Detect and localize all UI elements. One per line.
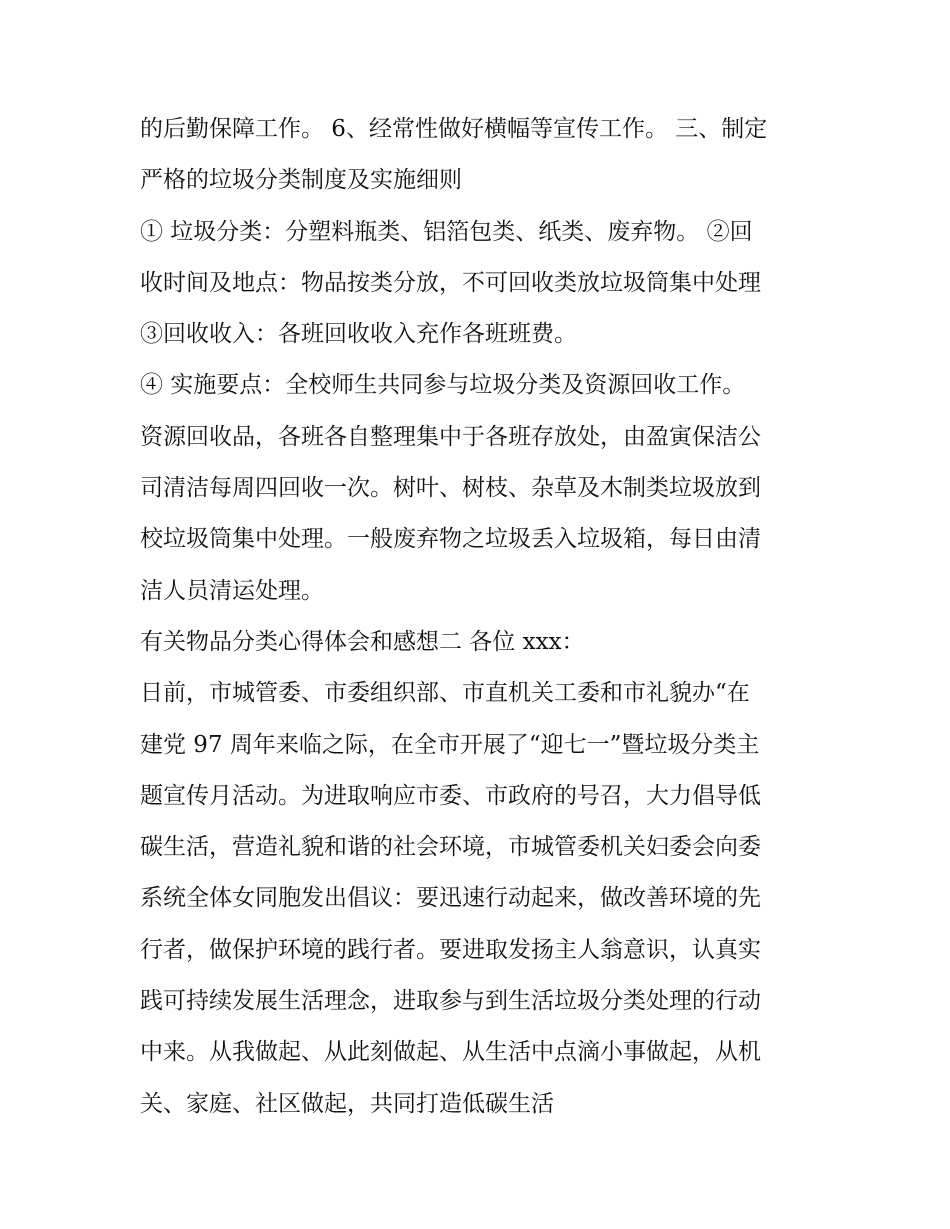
text-line: ④ 实施要点：全校师生共同参与垃圾分类及资源回收工作。 (140, 372, 746, 399)
text-line: 践可持续发展生活理念，进取参与到生活垃圾分类处理的行动 (140, 988, 761, 1015)
text-line: 收时间及地点：物品按类分放，不可回收类放垃圾筒集中处理 (140, 269, 761, 296)
text-line: 系统全体女同胞发出倡议：要迅速行动起来，做改善环境的先 (140, 885, 761, 912)
text-line: 校垃圾筒集中处理。一般废弃物之垃圾丢入垃圾箱，每日由清 (140, 526, 761, 553)
text-line: 资源回收品，各班各自整理集中于各班存放处，由盈寅保洁公 (140, 423, 761, 450)
text-line: 关、家庭、社区做起，共同打造低碳生活 (140, 1090, 554, 1117)
text-line: 司清洁每周四回收一次。树叶、树枝、杂草及木制类垃圾放到 (140, 475, 761, 502)
text-line: 碳生活，营造礼貌和谐的社会环境，市城管委机关妇委会向委 (140, 834, 761, 861)
text-line: 中来。从我做起、从此刻做起、从生活中点滴小事做起，从机 (140, 1039, 761, 1066)
text-line: 建党 97 周年来临之际，在全市开展了“迎七一”暨垃圾分类主 (140, 731, 760, 758)
document-body (140, 104, 820, 1130)
text-line: 题宣传月活动。为进取响应市委、市政府的号召，大力倡导低 (140, 782, 761, 809)
text-line: ① 垃圾分类：分塑料瓶类、铝箔包类、纸类、废弃物。 ②回 (140, 218, 753, 245)
text-line: 日前，市城管委、市委组织部、市直机关工委和市礼貌办“在 (140, 680, 750, 707)
text-line: 行者，做保护环境的践行者。要进取发扬主人翁意识，认真实 (140, 936, 761, 963)
text-line: 的后勤保障工作。 6、经常性做好横幅等宣传工作。 三、制定 (140, 116, 768, 142)
text-line: ③回收收入：各班回收收入充作各班班费。 (140, 321, 577, 348)
text-line: 洁人员清运处理。 (140, 577, 324, 604)
text-line: 有关物品分类心得体会和感想二 各位 xxx： (140, 628, 585, 655)
text-line: 严格的垃圾分类制度及实施细则 (140, 167, 462, 194)
